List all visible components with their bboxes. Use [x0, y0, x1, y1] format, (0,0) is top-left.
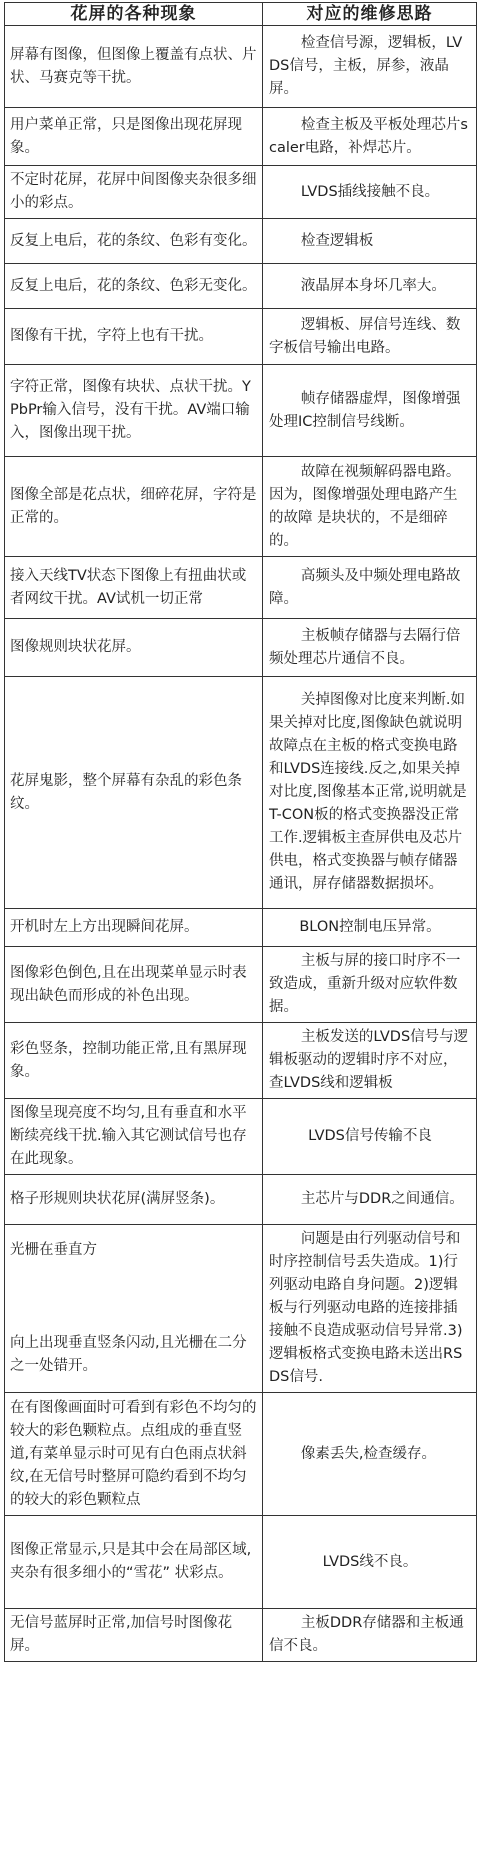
remedy-text: 主板发送的LVDS信号与逻辑板驱动的逻辑时序不对应，查LVDS线和逻辑板	[269, 1029, 469, 1091]
symptom-cell: 图像呈现亮度不均匀,且有垂直和水平断续亮线干扰.输入其它测试信号也存在此现象。	[5, 1099, 263, 1175]
remedy-cell	[263, 457, 477, 557]
table-row	[5, 26, 477, 108]
remedy-text: 主板与屏的接口时序不一致造成，重新升级对应软件数据。	[269, 953, 461, 1015]
table-row	[5, 166, 477, 219]
symptom-cell: 不定时花屏，花屏中间图像夹杂很多细小的彩点。	[5, 166, 263, 219]
table-row	[5, 619, 477, 677]
remedy-cell	[263, 26, 477, 108]
remedy-text: 像素丢失,检查缓存。	[300, 1445, 436, 1462]
remedy-text: 主芯片与DDR之间通信。	[300, 1191, 464, 1207]
remedy-cell	[263, 619, 477, 677]
symptom-cell: 彩色竖条，控制功能正常,且有黑屏现象。	[5, 1023, 263, 1099]
table-row	[5, 365, 477, 457]
column-header-remedy: 对应的维修思路	[263, 3, 477, 26]
remedy-cell	[263, 1516, 477, 1609]
symptom-cell: 图像彩色倒色,且在出现菜单显示时表现出缺色而形成的补色出现。	[5, 947, 263, 1023]
table-row	[5, 1516, 477, 1609]
remedy-cell	[263, 557, 477, 619]
symptom-cell: 用户菜单正常，只是图像出现花屏现象。	[5, 108, 263, 166]
table-row	[5, 1225, 477, 1393]
remedy-text: 逻辑板、屏信号连线、数字板信号输出电路。	[269, 316, 461, 356]
table-row	[5, 1609, 477, 1662]
remedy-cell	[263, 108, 477, 166]
table-row	[5, 557, 477, 619]
remedy-cell	[263, 365, 477, 457]
remedy-text: 帧存储器虚焊，图像增强处理IC控制信号线断。	[269, 390, 461, 430]
symptom-cell	[5, 1225, 263, 1393]
remedy-text: 主板帧存储器与去隔行倍频处理芯片通信不良。	[269, 627, 461, 667]
symptom-cell: 花屏鬼影，整个屏幕有杂乱的彩色条纹。	[5, 677, 263, 909]
table-header-row	[5, 3, 477, 26]
table-row	[5, 108, 477, 166]
spacer	[10, 1262, 257, 1332]
remedy-text: BLON控制电压异常。	[299, 919, 441, 935]
table-row	[5, 264, 477, 309]
remedy-cell	[263, 309, 477, 365]
symptom-cell: 在有图像画面时可看到有彩色不均匀的较大的彩色颗粒点。点组成的垂直竖道,有菜单显示时可见有白色雨点状斜纹,在无信号时整屏可隐约看到不均匀的较大的彩色颗粒点	[5, 1393, 263, 1516]
remedy-cell	[263, 1393, 477, 1516]
remedy-text: 液晶屏本身坏几率大。	[300, 277, 446, 294]
table-row	[5, 219, 477, 264]
symptom-cell: 屏幕有图像，但图像上覆盖有点状、片状、马赛克等干扰。	[5, 26, 263, 108]
column-header-symptom: 花屏的各种现象	[5, 3, 263, 26]
remedy-cell	[263, 1609, 477, 1662]
symptom-cell: 图像全部是花点状，细碎花屏，字符是正常的。	[5, 457, 263, 557]
repair-table	[4, 2, 477, 1662]
remedy-text: 检查逻辑板	[300, 232, 374, 249]
remedy-text: 高频头及中频处理电路故障。	[269, 567, 461, 607]
remedy-cell	[263, 1175, 477, 1225]
table-row	[5, 1393, 477, 1516]
table-row	[5, 1023, 477, 1099]
symptom-text-part-1: 光栅在垂直方	[10, 1242, 97, 1258]
symptom-cell: 接入天线TV状态下图像上有扭曲状或者网纹干扰。AV试机一切正常	[5, 557, 263, 619]
symptom-cell: 图像正常显示,只是其中会在局部区域,夹杂有很多细小的“雪花” 状彩点。	[5, 1516, 263, 1609]
remedy-cell	[263, 1225, 477, 1393]
remedy-text: 主板DDR存储器和主板通信不良。	[269, 1615, 464, 1654]
table-row	[5, 309, 477, 365]
symptom-cell: 图像规则块状花屏。	[5, 619, 263, 677]
remedy-cell	[263, 909, 477, 947]
remedy-text: 故障在视频解码器电路。因为，图像增强处理电路产生的故障 是块状的，不是细碎的。	[269, 463, 461, 549]
remedy-text: 检查信号源，逻辑板，LVDS信号，主板，屏参，液晶屏。	[269, 35, 463, 97]
remedy-text: 关掉图像对比度来判断.如果关掉对比度,图像缺色就说明故障点在主板的格式变换电路和LVDS连接线.反之,如果关掉对比度,图像基本正常,说明就是T-CON板的格式变换器没正常工作.逻辑板主查屏供电及芯片供电，格式变换器与帧存储器通讯，屏存储器数据损坏。	[269, 692, 467, 892]
remedy-text: 检查主板及平板处理芯片scaler电路，补焊芯片。	[269, 116, 468, 156]
remedy-text: LVDS信号传输不良	[308, 1128, 432, 1144]
remedy-text: 问题是由行列驱动信号和时序控制信号丢失造成。1)行列驱动电路自身问题。2)逻辑板与行列驱动电路的连接排插接触不良造成驱动信号异常.3)逻辑板格式变换电路未送出RSDS信号.	[269, 1231, 463, 1385]
symptom-cell: 开机时左上方出现瞬间花屏。	[5, 909, 263, 947]
remedy-cell	[263, 1023, 477, 1099]
table-row	[5, 1175, 477, 1225]
table-row	[5, 677, 477, 909]
table-row	[5, 457, 477, 557]
table-row	[5, 909, 477, 947]
remedy-cell	[263, 1099, 477, 1175]
remedy-cell	[263, 264, 477, 309]
symptom-cell: 字符正常，图像有块状、点状干扰。YPbPr输入信号，没有干扰。AV端口输入，图像出现干扰。	[5, 365, 263, 457]
symptom-cell: 反复上电后，花的条纹、色彩无变化。	[5, 264, 263, 309]
remedy-text: LVDS插线接触不良。	[300, 183, 440, 200]
remedy-cell	[263, 166, 477, 219]
remedy-text: LVDS线不良。	[322, 1553, 418, 1570]
remedy-cell	[263, 677, 477, 909]
symptom-text-part-2: 向上出现垂直竖条闪动,且光栅在二分之一处错开。	[10, 1335, 247, 1374]
symptom-cell: 反复上电后，花的条纹、色彩有变化。	[5, 219, 263, 264]
remedy-cell	[263, 947, 477, 1023]
table-row	[5, 947, 477, 1023]
symptom-cell: 格子形规则块状花屏(满屏竖条)。	[5, 1175, 263, 1225]
table-row	[5, 1099, 477, 1175]
symptom-cell: 无信号蓝屏时正常,加信号时图像花屏。	[5, 1609, 263, 1662]
symptom-cell: 图像有干扰，字符上也有干扰。	[5, 309, 263, 365]
remedy-cell	[263, 219, 477, 264]
